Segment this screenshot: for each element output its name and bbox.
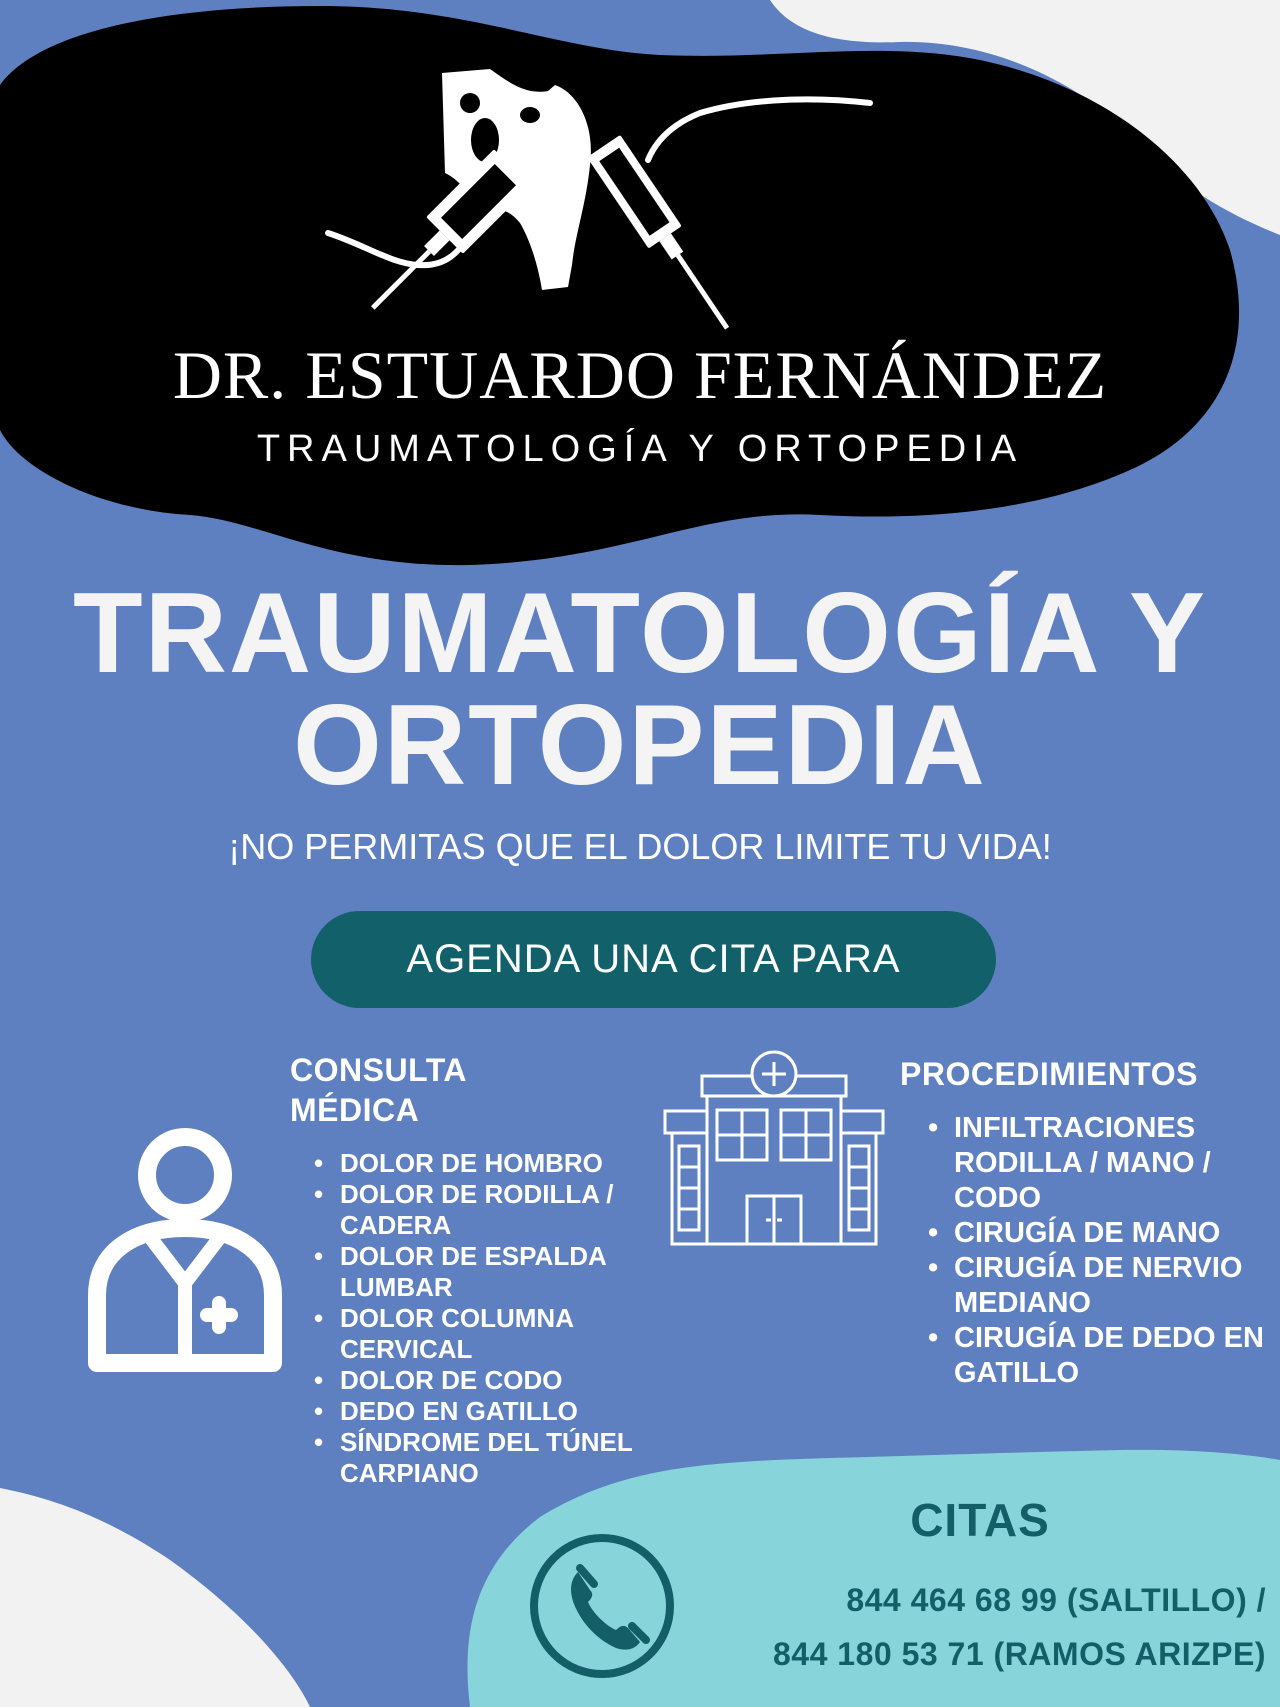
- list-item: • CIRUGÍA DE MANO: [928, 1216, 1273, 1251]
- consulta-list: [314, 1148, 654, 1489]
- list-item: • DOLOR DE RODILLA / CADERA: [314, 1179, 654, 1241]
- phone-number-ramos-arizpe[interactable]: 844 180 53 71 (RAMOS ARIZPE): [773, 1636, 1266, 1672]
- list-item: • SÍNDROME DEL TÚNEL CARPIANO: [314, 1427, 654, 1489]
- list-item: • CIRUGÍA DE DEDO EN GATILLO: [928, 1321, 1273, 1391]
- list-item: • CIRUGÍA DE NERVIO MEDIANO: [928, 1251, 1273, 1321]
- hospital-icon: [662, 1048, 886, 1248]
- procedimientos-heading: PROCEDIMIENTOS: [900, 1056, 1198, 1092]
- main-headline: [0, 570, 1280, 809]
- specialty-subtitle: TRAUMATOLOGÍA Y ORTOPEDIA: [256, 428, 1024, 470]
- phone-icon[interactable]: [528, 1532, 676, 1680]
- list-item: • DOLOR DE ESPALDA LUMBAR: [314, 1241, 654, 1303]
- list-item: • DEDO EN GATILLO: [314, 1396, 654, 1427]
- headline-line-2: ORTOPEDIA: [293, 682, 987, 809]
- procedimientos-list: [928, 1111, 1273, 1391]
- list-item: • DOLOR DE HOMBRO: [314, 1148, 654, 1179]
- bone-syringes-logo-icon: [320, 65, 880, 355]
- list-item: • INFILTRACIONES RODILLA / MANO / CODO: [928, 1111, 1273, 1216]
- tagline: ¡NO PERMITAS QUE EL DOLOR LIMITE TU VIDA!: [228, 826, 1052, 867]
- doctor-icon: [85, 1125, 285, 1375]
- phone-number-saltillo[interactable]: 844 464 68 99 (SALTILLO) /: [846, 1582, 1266, 1618]
- doctor-name: DR. ESTUARDO FERNÁNDEZ: [172, 337, 1108, 413]
- citas-title: CITAS: [910, 1494, 1050, 1546]
- book-appointment-button[interactable]: AGENDA UNA CITA PARA: [311, 911, 996, 1008]
- list-item: • DOLOR DE CODO: [314, 1365, 654, 1396]
- consulta-heading: CONSULTA MÉDICA: [290, 1052, 466, 1128]
- list-item: • DOLOR COLUMNA CERVICAL: [314, 1303, 654, 1365]
- headline-line-1: TRAUMATOLOGÍA Y: [72, 570, 1208, 697]
